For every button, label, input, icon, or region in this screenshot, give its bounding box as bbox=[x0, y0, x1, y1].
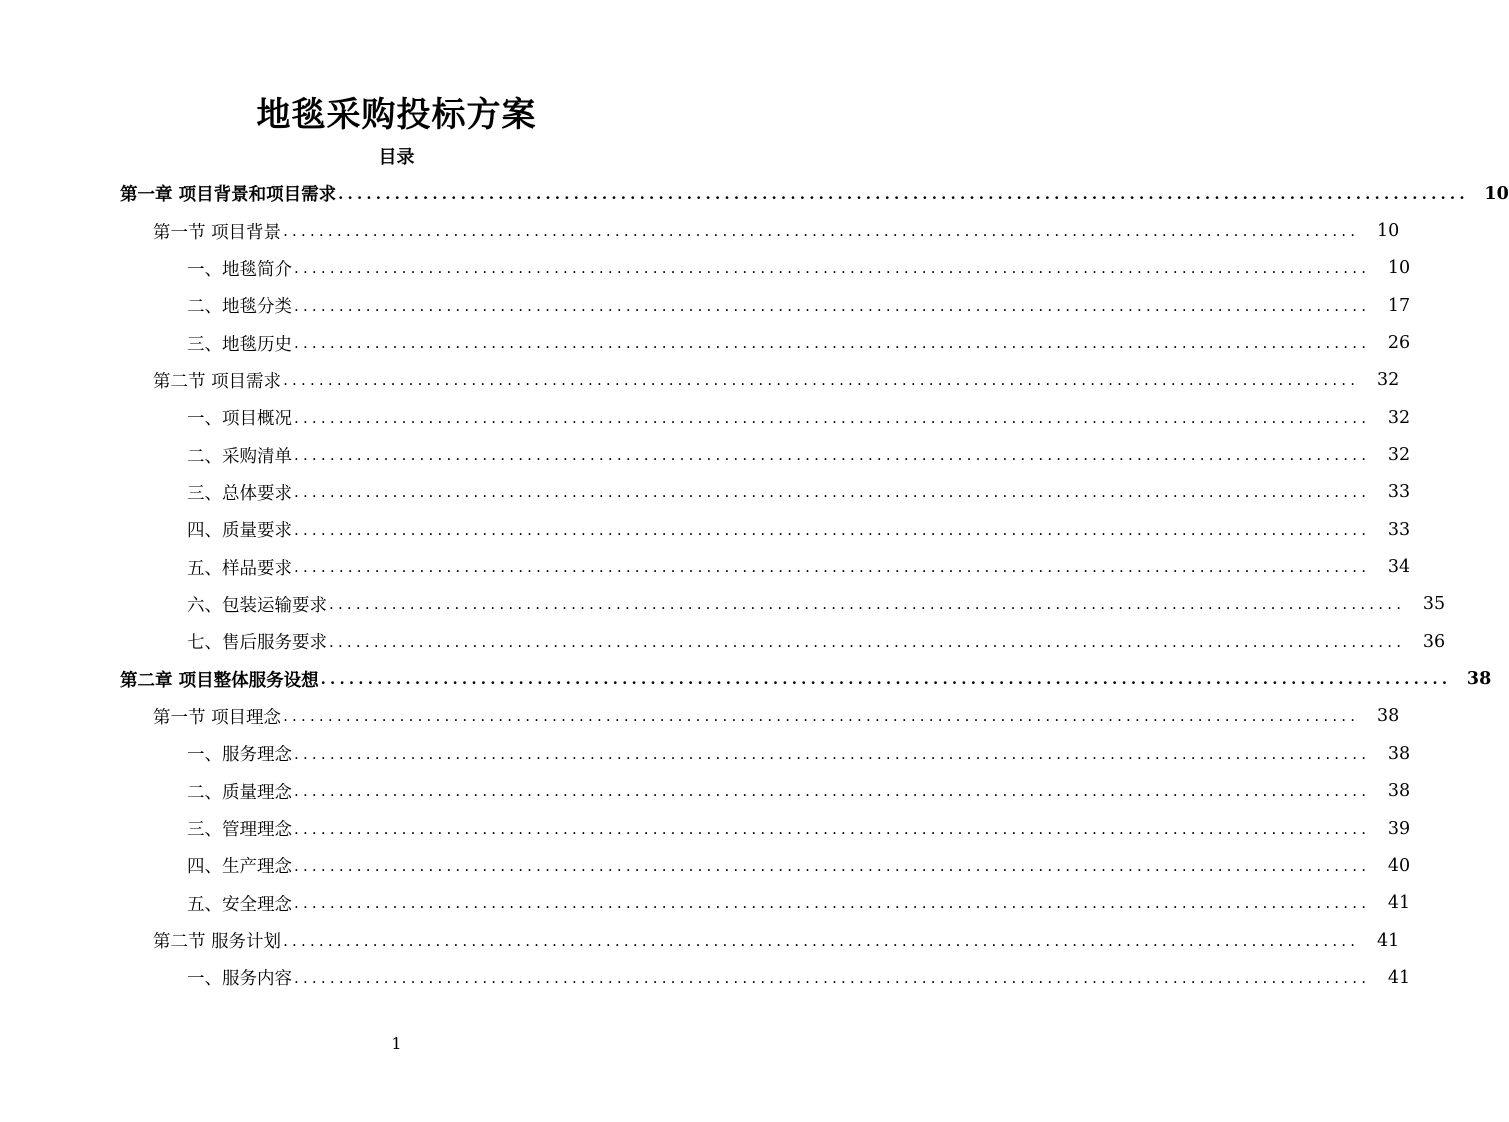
toc-entry[interactable] bbox=[0, 735, 1411, 772]
toc-entry-label: 六、包装运输要求 bbox=[187, 595, 327, 616]
toc-entry-page: 10 bbox=[1484, 183, 1509, 204]
toc-entry-page: 38 bbox=[1466, 669, 1492, 690]
toc-dot-leader: ........................................................................................................................ bbox=[294, 558, 1371, 577]
toc-entry-page: 39 bbox=[1387, 818, 1411, 839]
toc-entry-page: 10 bbox=[1376, 221, 1400, 242]
toc-entry[interactable] bbox=[0, 511, 1411, 548]
toc-dot-leader: ........................................................................................................................ bbox=[294, 782, 1371, 801]
toc-entry-page: 38 bbox=[1376, 706, 1400, 727]
toc-entry[interactable] bbox=[0, 885, 1411, 922]
toc-entry[interactable] bbox=[0, 810, 1411, 847]
toc-entry[interactable] bbox=[0, 175, 1509, 212]
toc-entry-label: 一、地毯简介 bbox=[187, 259, 292, 280]
toc-dot-leader: ........................................................................................................................ bbox=[294, 520, 1371, 539]
toc-entry[interactable] bbox=[0, 698, 1400, 735]
toc-entry[interactable] bbox=[0, 436, 1411, 473]
document-title: 地毯采购投标方案 bbox=[256, 95, 537, 135]
toc-dot-leader: ........................................................................................................................ bbox=[294, 744, 1371, 763]
toc-heading: 目录 bbox=[378, 147, 415, 168]
toc-dot-leader: ........................................................................................................................ bbox=[294, 483, 1371, 502]
toc-dot-leader: ........................................................................................................................ bbox=[294, 296, 1371, 315]
toc-entry-page: 32 bbox=[1387, 407, 1411, 428]
toc-dot-leader: ........................................................................................................................ bbox=[283, 707, 1360, 726]
toc-entry-label: 一、服务内容 bbox=[187, 969, 292, 990]
toc-entry-label: 第一节 项目背景 bbox=[153, 222, 282, 243]
toc-entry-page: 33 bbox=[1387, 519, 1411, 540]
toc-dot-leader: ........................................................................................................................ bbox=[283, 222, 1360, 241]
toc-entry-label: 三、管理理念 bbox=[187, 820, 292, 841]
toc-entry-page: 40 bbox=[1387, 855, 1411, 876]
table-of-contents bbox=[0, 175, 1509, 997]
toc-entry-page: 36 bbox=[1422, 631, 1446, 652]
toc-dot-leader: ........................................................................................................................ bbox=[338, 184, 1469, 203]
toc-dot-leader: ........................................................................................................................ bbox=[294, 819, 1371, 838]
toc-entry[interactable] bbox=[0, 474, 1411, 511]
toc-entry[interactable] bbox=[0, 399, 1411, 436]
toc-entry-label: 一、服务理念 bbox=[187, 745, 292, 766]
toc-entry-page: 41 bbox=[1376, 930, 1400, 951]
toc-entry[interactable] bbox=[0, 324, 1411, 361]
toc-entry-page: 41 bbox=[1387, 967, 1411, 988]
toc-entry-page: 33 bbox=[1387, 482, 1411, 503]
toc-entry-label: 一、项目概况 bbox=[187, 409, 292, 430]
toc-entry-label: 三、总体要求 bbox=[187, 483, 292, 504]
toc-entry-label: 三、地毯历史 bbox=[187, 334, 292, 355]
toc-entry-page: 34 bbox=[1387, 557, 1411, 578]
toc-entry-label: 第二章 项目整体服务设想 bbox=[120, 670, 319, 691]
toc-entry-label: 五、样品要求 bbox=[187, 558, 292, 579]
toc-dot-leader: ........................................................................................................................ bbox=[294, 968, 1371, 987]
toc-dot-leader: ........................................................................................................................ bbox=[294, 894, 1371, 913]
toc-entry-page: 38 bbox=[1387, 743, 1411, 764]
toc-entry[interactable] bbox=[0, 548, 1411, 585]
toc-entry[interactable] bbox=[0, 660, 1492, 697]
toc-entry[interactable] bbox=[0, 287, 1411, 324]
toc-entry-label: 二、质量理念 bbox=[187, 782, 292, 803]
toc-entry-page: 32 bbox=[1387, 445, 1411, 466]
toc-entry[interactable] bbox=[0, 362, 1400, 399]
toc-entry-label: 四、生产理念 bbox=[187, 857, 292, 878]
toc-entry[interactable] bbox=[0, 212, 1400, 249]
toc-entry[interactable] bbox=[0, 847, 1411, 884]
toc-entry-label: 二、采购清单 bbox=[187, 446, 292, 467]
toc-entry-label: 第一节 项目理念 bbox=[153, 707, 282, 728]
toc-entry-label: 二、地毯分类 bbox=[187, 297, 292, 318]
toc-entry[interactable] bbox=[0, 773, 1411, 810]
toc-entry-page: 10 bbox=[1387, 258, 1411, 279]
toc-entry-page: 32 bbox=[1376, 370, 1400, 391]
toc-entry-label: 第二节 项目需求 bbox=[153, 371, 282, 392]
toc-entry[interactable] bbox=[0, 250, 1411, 287]
toc-entry-page: 38 bbox=[1387, 781, 1411, 802]
toc-entry-label: 五、安全理念 bbox=[187, 894, 292, 915]
toc-dot-leader: ........................................................................................................................ bbox=[294, 856, 1371, 875]
toc-dot-leader: ........................................................................................................................ bbox=[320, 670, 1452, 689]
toc-entry[interactable] bbox=[0, 922, 1400, 959]
toc-dot-leader: ........................................................................................................................ bbox=[283, 371, 1360, 390]
toc-entry[interactable] bbox=[0, 586, 1446, 623]
toc-entry-page: 35 bbox=[1422, 594, 1446, 615]
toc-dot-leader: ........................................................................................................................ bbox=[294, 408, 1371, 427]
page-number: 1 bbox=[391, 1034, 402, 1053]
toc-entry-page: 26 bbox=[1387, 333, 1411, 354]
toc-dot-leader: ........................................................................................................................ bbox=[294, 259, 1371, 278]
toc-dot-leader: ........................................................................................................................ bbox=[329, 632, 1406, 651]
toc-entry-label: 第一章 项目背景和项目需求 bbox=[120, 185, 337, 206]
toc-dot-leader: ........................................................................................................................ bbox=[294, 446, 1371, 465]
toc-entry-label: 七、售后服务要求 bbox=[187, 633, 327, 654]
toc-entry-label: 四、质量要求 bbox=[187, 521, 292, 542]
toc-entry-page: 41 bbox=[1387, 893, 1411, 914]
toc-entry[interactable] bbox=[0, 959, 1411, 996]
toc-entry-label: 第二节 服务计划 bbox=[153, 932, 282, 953]
toc-dot-leader: ........................................................................................................................ bbox=[329, 595, 1406, 614]
toc-dot-leader: ........................................................................................................................ bbox=[283, 931, 1360, 950]
toc-dot-leader: ........................................................................................................................ bbox=[294, 334, 1371, 353]
toc-entry[interactable] bbox=[0, 623, 1446, 660]
toc-entry-page: 17 bbox=[1387, 295, 1411, 316]
